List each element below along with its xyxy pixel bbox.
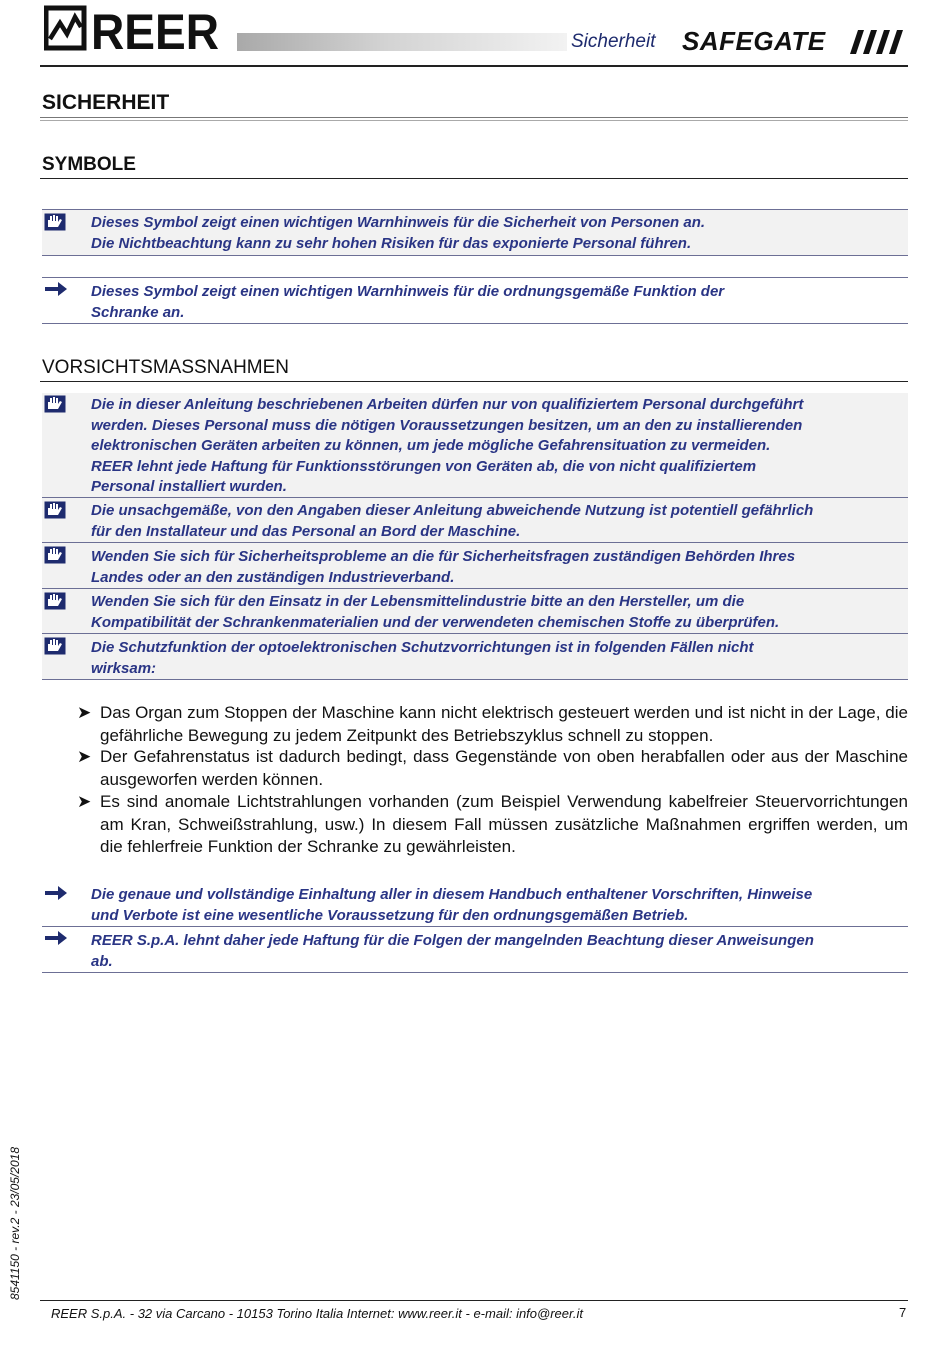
chevron-right-icon: ➤ <box>77 792 92 811</box>
symbol-note-warning <box>42 210 908 255</box>
note-rule <box>42 972 908 973</box>
header-divider <box>40 65 908 67</box>
logo-text: REER <box>91 5 219 55</box>
header-gradient-bar <box>237 33 567 51</box>
list-item <box>77 702 908 747</box>
note-line: werden. Dieses Personal muss die nötigen Voraussetzungen besitzen, um an den zu installierenden <box>91 416 803 434</box>
title-rule-top <box>40 117 908 118</box>
symbol-note-arrow <box>42 278 908 323</box>
note-line: Dieses Symbol zeigt einen wichtigen Warnhinweis für die ordnungsgemäße Funktion der <box>91 283 725 300</box>
arrow-right-icon <box>44 929 68 947</box>
warning-hand-icon <box>44 501 66 519</box>
precaution-note <box>42 634 908 679</box>
warning-hand-icon <box>44 637 66 655</box>
precaution-note <box>42 543 908 588</box>
note-line: Die Schutzfunktion der optoelektronischen Schutzvorrichtungen ist in folgenden Fällen nicht <box>91 639 754 656</box>
arrow-right-icon <box>44 280 68 298</box>
precautions-heading-rule <box>40 381 908 382</box>
title-rule-bottom <box>40 120 908 121</box>
warning-hand-icon <box>44 395 66 413</box>
header-product-name: SAFEGATE <box>682 26 826 56</box>
note-line: und Verbote ist eine wesentliche Voraussetzung für den ordnungsgemäßen Betrieb. <box>91 906 689 924</box>
page-title: SICHERHEIT <box>42 91 170 114</box>
precaution-note <box>42 498 908 542</box>
note-line: elektronischen Geräten arbeiten zu können, um jede mögliche Gefahrensituation zu vermeiden. <box>91 437 771 454</box>
list-item <box>77 746 908 791</box>
chevron-right-icon: ➤ <box>77 703 92 722</box>
closing-note <box>42 927 908 972</box>
note-line: Die genaue und vollständige Einhaltung aller in diesem Handbuch enthaltener Vorschriften, Hinweise <box>91 886 813 903</box>
note-line: Kompatibilität der Schrankenmaterialien und der verwendeten chemischen Stoffe zu überprüfen. <box>91 613 780 631</box>
precautions-heading: VORSICHTSMASSNAHMEN <box>42 357 290 378</box>
symbols-heading: SYMBOLE <box>42 154 136 175</box>
header-section-title: Sicherheit <box>571 31 656 52</box>
note-line: für den Installateur und das Personal an Bord der Maschine. <box>91 522 521 540</box>
symbols-heading-rule <box>40 178 908 179</box>
note-line: Die unsachgemäße, von den Angaben dieser Anleitung abweichende Nutzung ist potentiell gefährlich <box>91 502 814 519</box>
arrow-right-icon <box>44 884 68 902</box>
note-line: Wenden Sie sich für Sicherheitsprobleme an die für Sicherheitsfragen zuständigen Behörden Ihres <box>91 548 796 565</box>
precaution-note <box>42 393 908 497</box>
footer-address: REER S.p.A. - 32 via Carcano - 10153 Torino Italia Internet: www.reer.it - e-mail: info@reer.it <box>51 1306 583 1321</box>
note-rule <box>42 255 908 256</box>
warning-hand-icon <box>44 213 66 231</box>
stripes-icon <box>850 30 910 54</box>
note-rule <box>42 679 908 680</box>
precaution-note <box>42 589 908 633</box>
reer-logo <box>44 5 224 55</box>
note-line: wirksam: <box>91 659 157 677</box>
note-rule <box>42 323 908 324</box>
note-line: Personal installiert wurden. <box>91 478 287 495</box>
note-line: REER S.p.A. lehnt daher jede Haftung für die Folgen der mangelnden Beachtung dieser Anweisungen <box>91 932 814 949</box>
note-line: Dieses Symbol zeigt einen wichtigen Warnhinweis für die Sicherheit von Personen an. <box>91 214 706 231</box>
note-line: REER lehnt jede Haftung für Funktionsstörungen von Geräten ab, die von nicht qualifiziertem <box>91 457 757 475</box>
note-line: Die Nichtbeachtung kann zu sehr hohen Risiken für das exponierte Personal führen. <box>91 234 692 252</box>
list-item <box>77 791 908 859</box>
note-line: ab. <box>91 952 113 970</box>
note-line: Landes oder an den zuständigen Industrieverband. <box>91 568 455 586</box>
warning-hand-icon <box>44 546 66 564</box>
note-line: Wenden Sie sich für den Einsatz in der Lebensmittelindustrie bitte an den Hersteller, um die <box>91 593 745 610</box>
footer-divider <box>40 1300 908 1301</box>
bullet-text: Das Organ zum Stoppen der Maschine kann nicht elektrisch gesteuert werden und ist nicht in der Lage, die gefährliche Bewegung zu jedem Zeitpunkt des Betriebszyklus schnell zu stoppen. <box>100 703 908 745</box>
note-line: Schranke an. <box>91 303 185 321</box>
chevron-right-icon: ➤ <box>77 747 92 766</box>
bullet-text: Der Gefahrenstatus ist dadurch bedingt, dass Gegenstände von oben herabfallen oder aus der Maschine ausgeworfen werden können. <box>100 747 908 789</box>
closing-note <box>42 882 908 926</box>
document-revision: 8541150 - rev.2 - 23/05/2018 <box>8 1147 22 1300</box>
bullet-text: Es sind anomale Lichtstrahlungen vorhanden (zum Beispiel Verwendung kabelfreier Steuervorrichtungen am Kran, Schweißstrahlung, usw.) In diesem Fall müssen zusätzliche Maßnahmen ergriffen werden, um die fehlerfreie Funktion der Schranke zu gewährleisten. <box>100 792 908 856</box>
warning-hand-icon <box>44 592 66 610</box>
page-number: 7 <box>899 1305 907 1320</box>
note-line: Die in dieser Anleitung beschriebenen Arbeiten dürfen nur von qualifiziertem Personal durchgeführt <box>91 396 804 413</box>
